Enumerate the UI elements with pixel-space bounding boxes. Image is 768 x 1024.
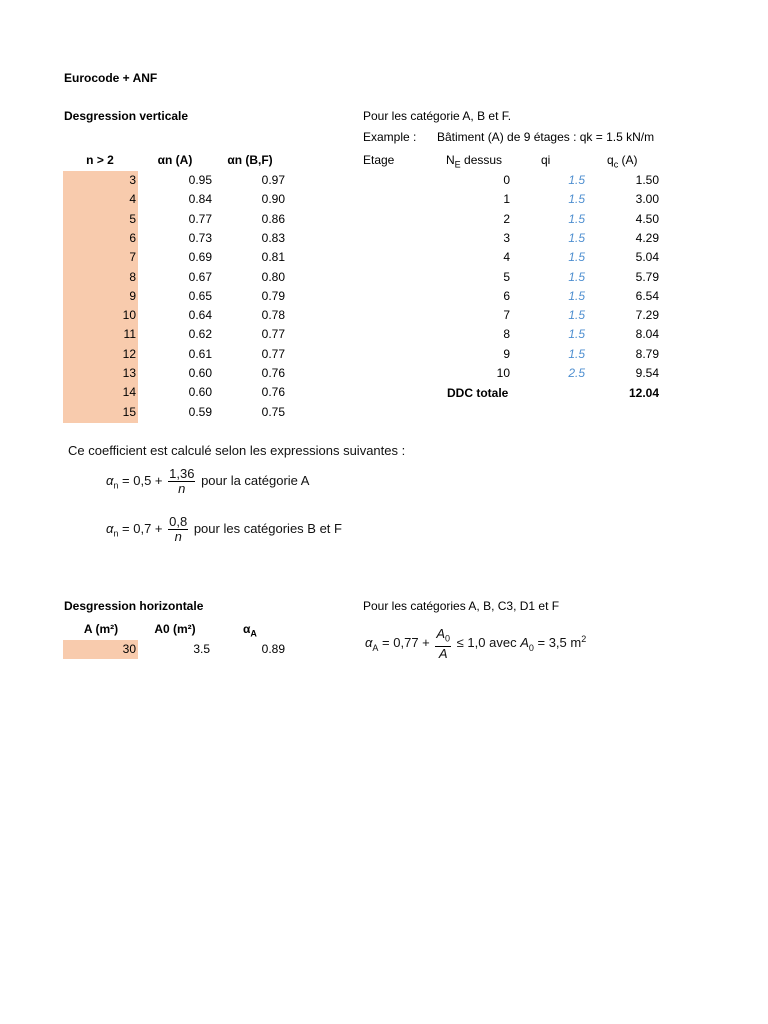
qi-cell: 2.5 <box>568 366 585 380</box>
total-value: 12.04 <box>628 386 659 400</box>
qc-cell: 5.79 <box>635 269 659 284</box>
qi-cell: 1.5 <box>568 230 585 245</box>
qi-cell: 1.5 <box>568 211 585 226</box>
col-header-etage: Etage <box>363 153 395 167</box>
ne-cell: 1 <box>503 192 510 207</box>
n-cell: 3 <box>129 173 136 187</box>
alpha-a-cell: 0.65 <box>188 288 212 303</box>
qc-cell: 5.04 <box>635 250 659 265</box>
col-header-qc: $q_c$ (A) <box>607 153 638 170</box>
alpha-a-cell: 0.59 <box>188 404 212 419</box>
n-cell: 5 <box>129 211 136 226</box>
alpha-bf-cell: 0.80 <box>261 269 285 284</box>
ne-cell: 5 <box>503 269 510 284</box>
alpha-bf-cell: 0.77 <box>261 346 285 361</box>
area-value: 30 <box>122 642 136 656</box>
qc-cell: 1.50 <box>635 173 659 187</box>
qi-cell: 1.5 <box>568 250 585 265</box>
qi-cell: 1.5 <box>568 327 585 342</box>
alpha-a-cell: 0.60 <box>188 366 212 380</box>
n-cell: 10 <box>122 308 136 323</box>
n-cell: 14 <box>122 385 136 400</box>
document-title: Eurocode + ANF <box>64 71 158 85</box>
qi-cell: 1.5 <box>568 288 585 303</box>
col-header-alpha-a: αn (A) <box>157 153 193 167</box>
formula-caption: Ce coefficient est calculé selon les expressions suivantes : <box>68 443 406 458</box>
a0-value: 3.5 <box>193 642 210 656</box>
col-header-ne-dessus: $N_E$ dessus <box>446 153 503 170</box>
ne-cell: 10 <box>496 366 510 380</box>
n-cell: 6 <box>129 230 136 245</box>
qc-cell: 9.54 <box>635 366 659 380</box>
alpha-bf-cell: 0.78 <box>261 308 285 323</box>
col-header-n: n > 2 <box>86 153 114 167</box>
n-cell: 13 <box>122 366 136 380</box>
alpha-a-cell: 0.73 <box>188 230 212 245</box>
ne-cell: 9 <box>503 346 510 361</box>
n-cell: 15 <box>122 404 136 419</box>
alpha-bf-cell: 0.86 <box>261 211 285 226</box>
ne-cell: 4 <box>503 250 510 265</box>
n-cell: 12 <box>122 346 136 361</box>
alpha-bf-cell: 0.97 <box>261 173 285 187</box>
alpha-bf-cell: 0.90 <box>261 192 285 207</box>
qc-cell: 8.04 <box>635 327 659 342</box>
horizontal-section-title: Desgression horizontale <box>64 599 204 613</box>
qc-cell: 8.79 <box>635 346 659 361</box>
ne-cell: 7 <box>503 308 510 323</box>
qi-cell: 1.5 <box>568 308 585 323</box>
alpha-a-cell: 0.67 <box>188 269 212 284</box>
qc-cell: 7.29 <box>635 308 659 323</box>
ne-cell: 3 <box>503 230 510 245</box>
total-label: DDC totale <box>447 386 509 400</box>
col-header-alpha-a-horizontal: $\alpha_A$ <box>243 622 257 639</box>
n-cell: 8 <box>129 269 136 284</box>
alpha-a-cell: 0.64 <box>188 308 212 323</box>
qc-cell: 4.50 <box>635 211 659 226</box>
qc-cell: 6.54 <box>635 288 659 303</box>
qc-cell: 3.00 <box>635 192 659 207</box>
ne-cell: 8 <box>503 327 510 342</box>
ne-cell: 6 <box>503 288 510 303</box>
alpha-a-cell: 0.77 <box>188 211 212 226</box>
vertical-section-title: Desgression verticale <box>64 109 189 123</box>
qi-cell: 1.5 <box>568 192 585 207</box>
alpha-bf-cell: 0.79 <box>261 288 285 303</box>
alpha-a-cell: 0.84 <box>188 192 212 207</box>
col-header-alpha-bf: αn (B,F) <box>227 153 273 167</box>
qi-cell: 1.5 <box>568 346 585 361</box>
col-header-a0: A0 (m²) <box>154 622 196 636</box>
col-header-area: A (m²) <box>83 622 119 636</box>
qi-cell: 1.5 <box>568 173 585 187</box>
n-cell: 11 <box>123 327 136 342</box>
alpha-a-cell: 0.69 <box>188 250 212 265</box>
example-intro: Pour les catégorie A, B et F. <box>363 109 512 123</box>
horizontal-intro: Pour les catégories A, B, C3, D1 et F <box>363 599 560 613</box>
n-cell: 7 <box>129 250 136 265</box>
n-cell: 4 <box>129 192 136 207</box>
col-header-qi: qi <box>541 153 551 167</box>
alpha-a-cell: 0.95 <box>188 173 212 187</box>
example-label: Example : <box>363 130 417 144</box>
qc-cell: 4.29 <box>635 230 659 245</box>
qi-cell: 1.5 <box>568 269 585 284</box>
alpha-a-value: 0.89 <box>261 642 285 656</box>
alpha-bf-cell: 0.75 <box>261 404 285 419</box>
alpha-bf-cell: 0.81 <box>261 250 285 265</box>
alpha-bf-cell: 0.77 <box>261 327 285 342</box>
formula-category-bf: $\alpha_n = 0,7$ + $\frac{0,8}{n}$ pour les catégories B et F <box>106 514 342 544</box>
example-description: Bâtiment (A) de 9 étages : qk = 1.5 kN/m <box>437 130 655 144</box>
alpha-bf-cell: 0.76 <box>261 385 285 400</box>
alpha-a-cell: 0.61 <box>188 346 212 361</box>
alpha-bf-cell: 0.83 <box>261 230 285 245</box>
ne-cell: 0 <box>503 173 510 187</box>
alpha-bf-cell: 0.76 <box>261 366 285 380</box>
formula-category-a: $\alpha_n = 0,5$ + $\frac{1,36}{n}$ pour la catégorie A <box>106 466 310 496</box>
formula-horizontal: $\alpha_A = 0,77$ + $\frac{A_0}{A}$ ≤ 1,0 avec $A_0 = 3,5$ $m^2$ <box>365 626 587 661</box>
ne-cell: 2 <box>503 211 510 226</box>
n-cell: 9 <box>129 288 136 303</box>
alpha-a-cell: 0.60 <box>188 385 212 400</box>
alpha-a-cell: 0.62 <box>188 327 212 342</box>
